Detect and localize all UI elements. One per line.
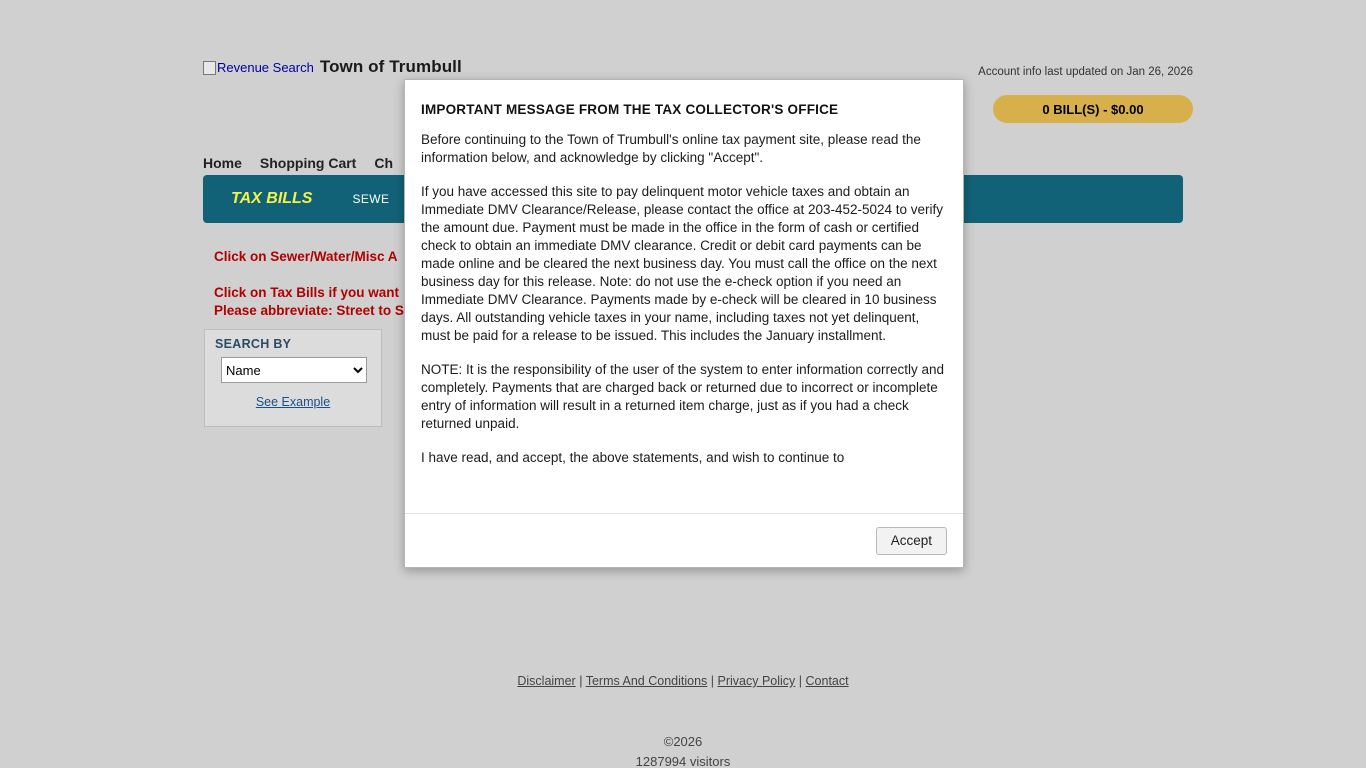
account-updated-note: Account info last updated on Jan 26, 2026	[978, 66, 1193, 78]
modal-paragraph-dmv: If you have accessed this site to pay delinquent motor vehicle taxes and obtain an Immediate DMV Clearance/Release, please contact the office at 203-452-5024 to verify the amount due. Payment must be made in the office in the form of cash or certified check to obtain an immediate DMV clearance. Credit or debit card payments can be made online and be cleared the next business day. You must call the office on the next business day for this release. Note: do not use the e-check option if you need an Immediate DMV Clearance. Payments made by e-check will be cleared in 10 business days. All outstanding vehicle taxes in your name, including taxes not yet delinquent, must be paid for a release to be issued. This includes the January installment.	[421, 184, 944, 343]
accept-button[interactable]: Accept	[876, 527, 947, 555]
see-example-link[interactable]: See Example	[255, 395, 331, 409]
revenue-search-logo-image: Revenue Search	[203, 59, 314, 76]
visitor-count: 1287994 visitors	[635, 754, 731, 768]
search-by-label: SEARCH BY	[215, 337, 292, 351]
nav-item-checkout[interactable]: Ch	[374, 155, 394, 171]
search-by-select[interactable]	[221, 357, 367, 383]
main-navigation	[203, 155, 393, 171]
footer-link-terms[interactable]: Terms And Conditions	[585, 674, 708, 688]
modal-paragraph-note: NOTE: It is the responsibility of the user of the system to enter information correctly and completely. Payments that are charged back or returned due to incorrect or incomplete entry of information will result in a returned item charge, just as if you had a check returned unpaid.	[421, 362, 944, 431]
modal-footer	[405, 513, 963, 567]
footer-links	[0, 674, 1366, 688]
footer-separator-2: |	[710, 674, 715, 688]
footer-link-disclaimer[interactable]: Disclaimer	[517, 674, 576, 688]
search-by-panel	[204, 329, 382, 427]
modal-paragraph-acknowledge: I have read, and accept, the above statements, and wish to continue to	[421, 450, 845, 465]
nav-item-shopping-cart[interactable]: Shopping Cart	[259, 155, 357, 171]
footer-link-privacy[interactable]: Privacy Policy	[717, 674, 796, 688]
nav-item-home[interactable]: Home	[203, 155, 242, 171]
notice-sewer-water: Click on Sewer/Water/Misc A	[214, 249, 398, 264]
notice-tax-bills: Click on Tax Bills if you want	[214, 285, 400, 300]
footer-separator-1: |	[579, 674, 583, 688]
footer-link-contact[interactable]: Contact	[805, 674, 849, 688]
modal-title: IMPORTANT MESSAGE FROM THE TAX COLLECTOR'S OFFICE	[421, 102, 839, 117]
modal-body	[405, 80, 963, 513]
tab-sewer-water-misc[interactable]: SEWE	[352, 192, 390, 206]
important-message-modal	[404, 79, 964, 568]
footer-separator-3: |	[798, 674, 803, 688]
tab-tax-bills[interactable]: TAX BILLS	[231, 190, 313, 207]
page-title: Town of Trumbull	[319, 57, 462, 76]
notice-abbreviate: Please abbreviate: Street to S	[214, 303, 404, 318]
shopping-cart-summary[interactable]: 0 BILL(S) - $0.00	[993, 95, 1193, 123]
copyright-text: ©2026	[663, 734, 703, 749]
modal-paragraph-intro: Before continuing to the Town of Trumbull's online tax payment site, please read the information below, and acknowledge by clicking "Accept".	[421, 132, 921, 165]
